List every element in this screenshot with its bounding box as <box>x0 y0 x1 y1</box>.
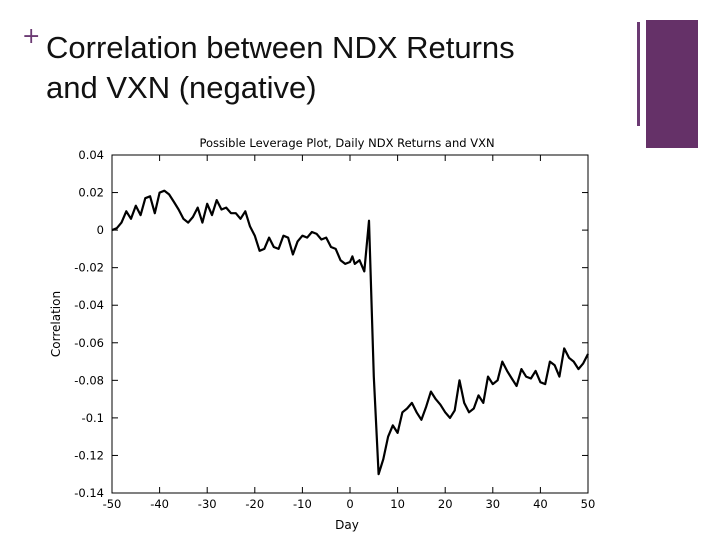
x-tick-label: -30 <box>197 497 217 511</box>
y-tick-label: 0 <box>96 223 104 238</box>
y-axis-label: Correlation <box>49 290 63 358</box>
series-line <box>112 191 588 475</box>
y-tick-label: -0.02 <box>74 260 104 275</box>
y-tick-label: -0.06 <box>74 335 104 350</box>
title-bullet-icon: + <box>22 24 41 49</box>
x-axis-label: Day <box>335 518 359 532</box>
x-tick-label: 30 <box>485 497 501 511</box>
plot-frame <box>112 155 588 493</box>
chart-title: Possible Leverage Plot, Daily NDX Returns and VXN <box>199 136 495 150</box>
slide-title-line-1: Correlation between NDX Returns <box>46 30 515 65</box>
x-tick-label: 40 <box>533 497 548 511</box>
x-tick-label: 50 <box>580 497 596 511</box>
slide-title-line-2: and VXN (negative) <box>46 70 317 105</box>
x-tick-label: -10 <box>293 497 312 511</box>
y-tick-label: -0.1 <box>81 410 104 425</box>
y-tick-label: -0.12 <box>74 448 104 463</box>
x-tick-label: 20 <box>437 497 453 511</box>
y-tick-label: -0.04 <box>74 298 104 313</box>
y-tick-label: -0.08 <box>74 373 104 388</box>
y-tick-label: 0.04 <box>78 148 104 162</box>
y-tick-label: -0.14 <box>74 486 104 500</box>
x-tick-label: 0 <box>346 497 354 511</box>
x-tick-label: -40 <box>150 497 169 511</box>
x-tick-label: 10 <box>390 497 405 511</box>
x-tick-label: -50 <box>102 497 122 511</box>
x-tick-label: -20 <box>245 497 265 511</box>
y-tick-label: 0.02 <box>78 185 104 200</box>
